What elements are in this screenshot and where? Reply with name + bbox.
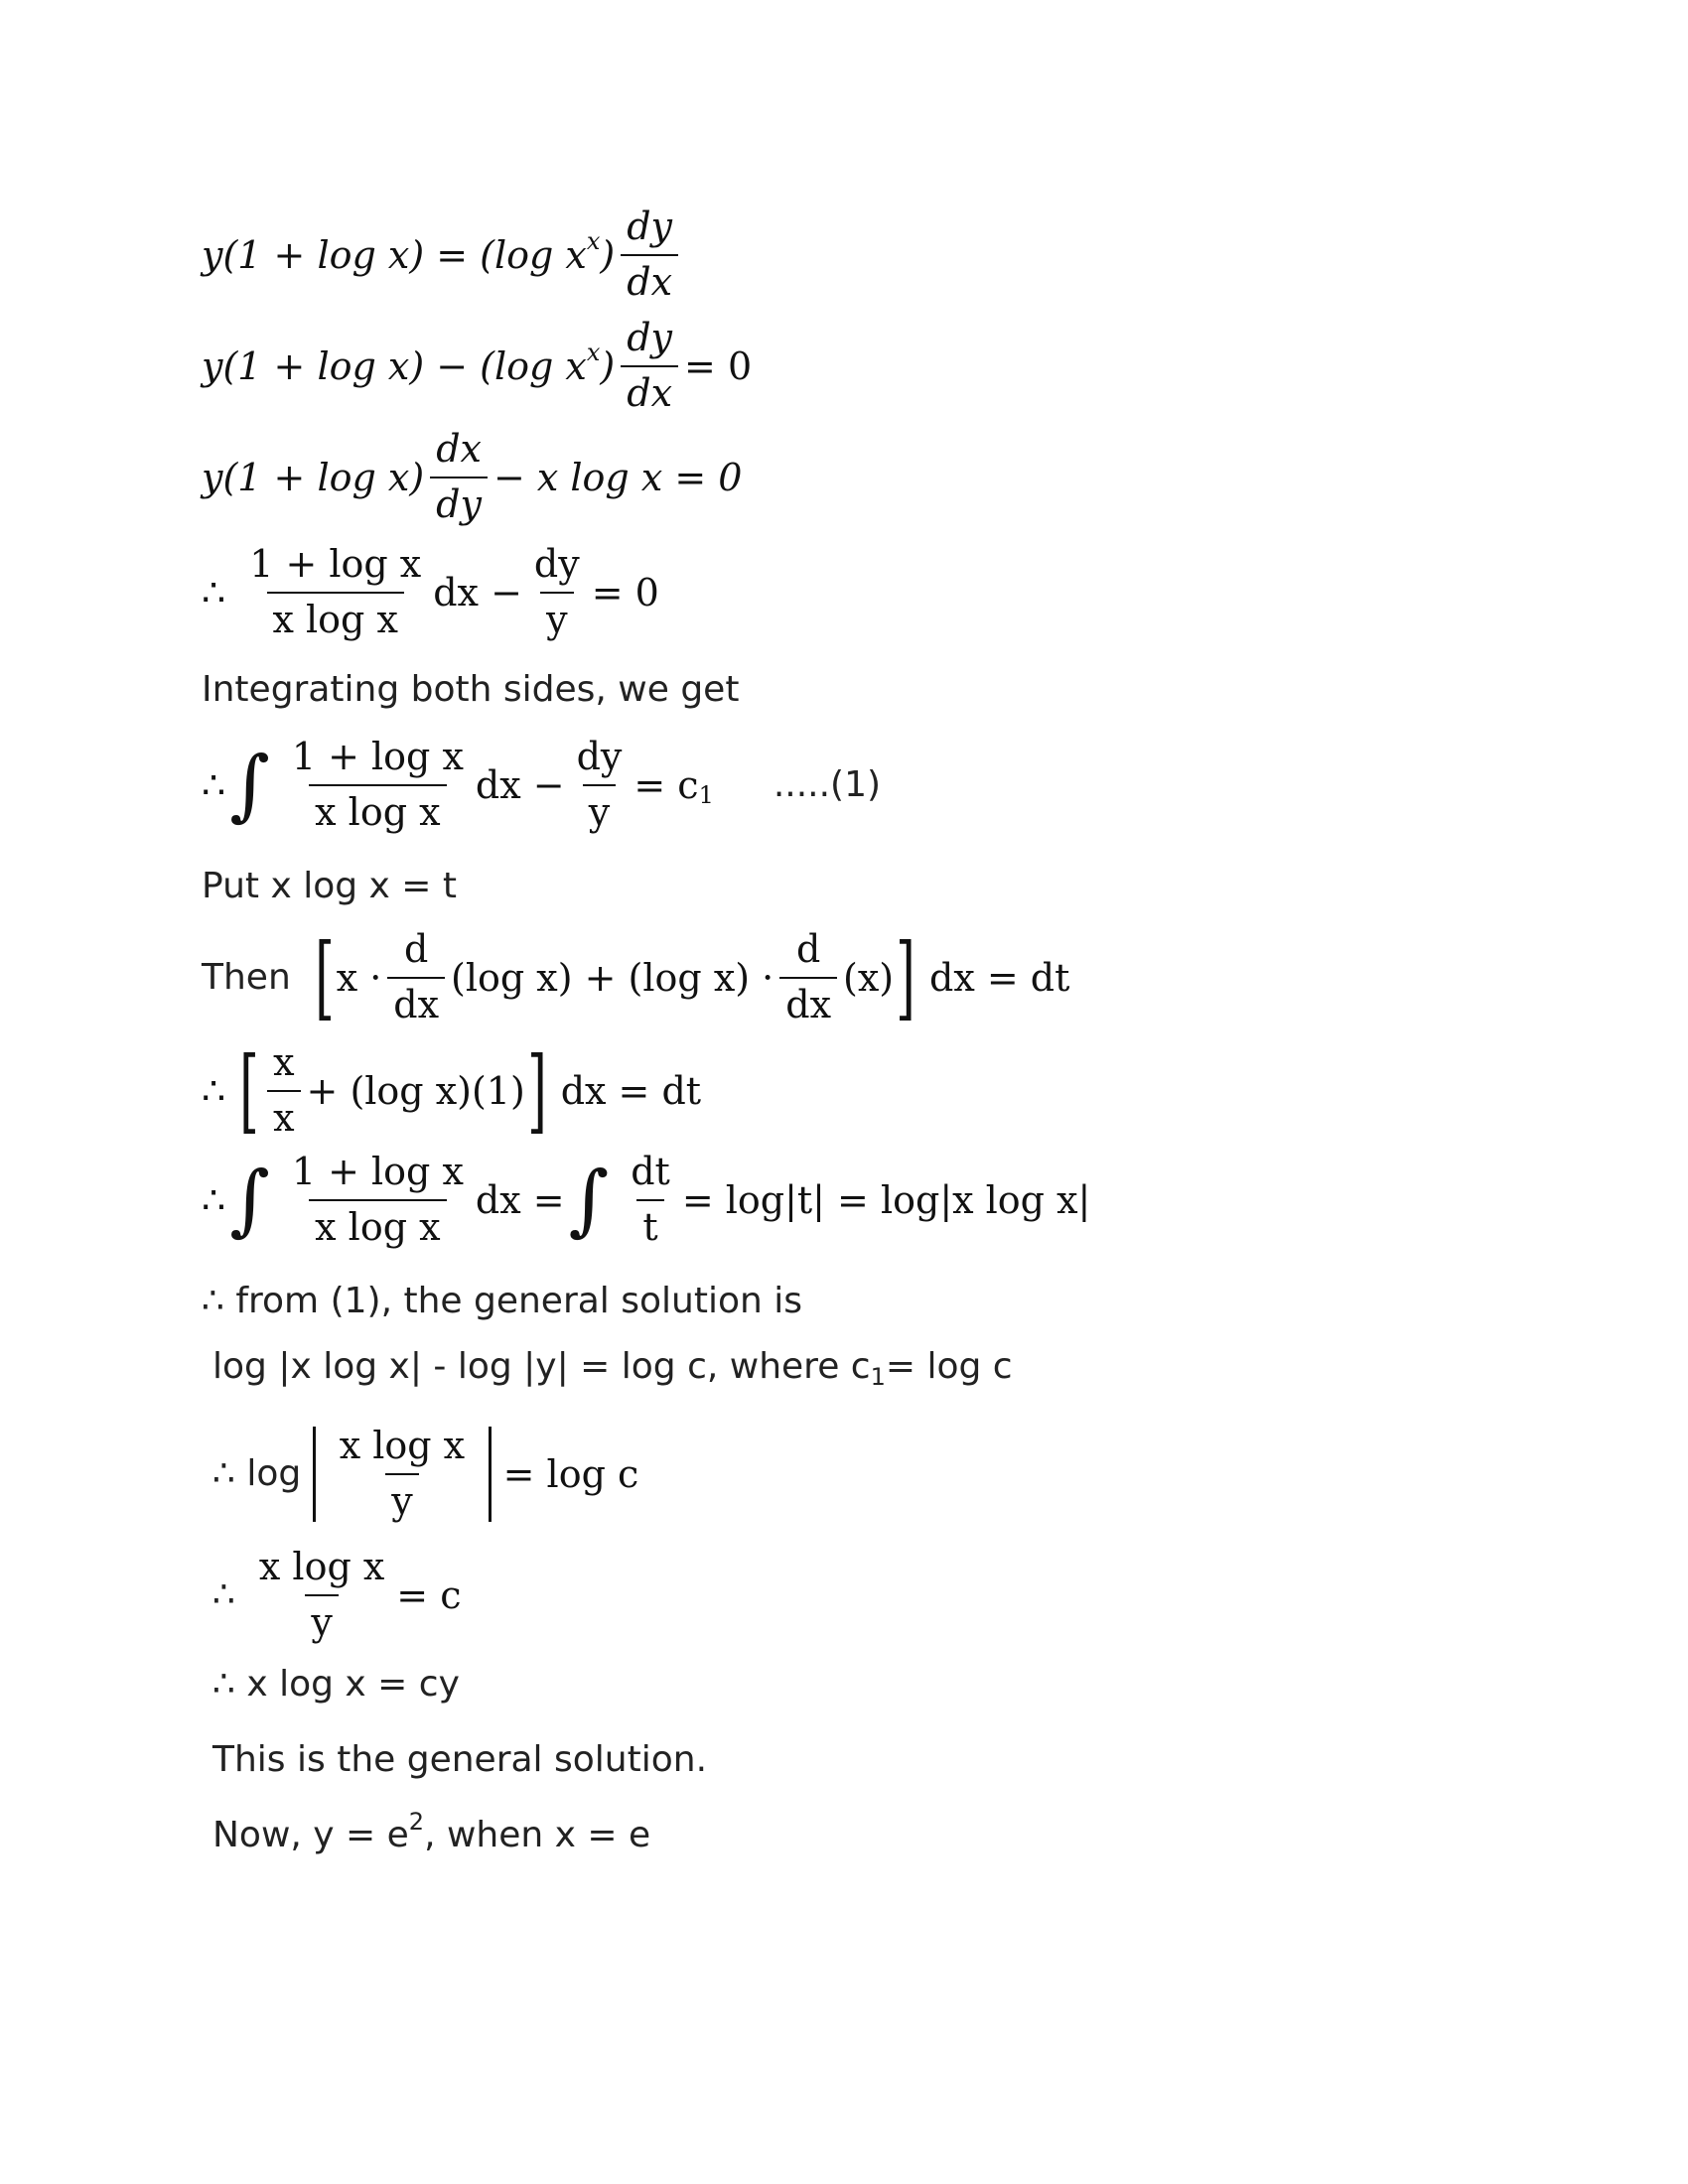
abs-left bbox=[313, 1427, 316, 1522]
log-equation-subscript: 1 bbox=[870, 1362, 886, 1391]
eq5-numerator-1: 1 + log x bbox=[291, 735, 464, 778]
eq1-denominator: dx bbox=[621, 254, 678, 304]
equation-2 bbox=[202, 318, 752, 415]
eq4-middle: dx − bbox=[433, 570, 522, 614]
text-initial-condition bbox=[212, 1807, 651, 1855]
equation-4 bbox=[202, 544, 659, 641]
log-equation-part-a: log |x log x| - log |y| = log c, where c bbox=[212, 1346, 871, 1387]
therefore-symbol: ∴ bbox=[202, 570, 226, 614]
condition-part-a: Now, y = e bbox=[212, 1815, 409, 1855]
log-equation-part-b: = log c bbox=[885, 1346, 1013, 1387]
equation-8 bbox=[202, 1152, 1090, 1249]
eq4-fraction-2 bbox=[528, 544, 586, 641]
eq9-fraction bbox=[334, 1426, 471, 1523]
equation-5 bbox=[202, 737, 881, 834]
eq6-fraction-2 bbox=[779, 929, 837, 1026]
text-log-equation bbox=[212, 1346, 1013, 1391]
eq7-fraction bbox=[267, 1042, 300, 1140]
equation-10 bbox=[212, 1547, 462, 1644]
equation-7 bbox=[202, 1036, 702, 1144]
eq2-fraction bbox=[621, 318, 678, 415]
therefore-symbol: ∴ bbox=[202, 1177, 226, 1222]
integral-sign: ∫ bbox=[229, 1155, 270, 1245]
text-substitution: Put x log x = t bbox=[202, 866, 457, 906]
eq1-exponent: x bbox=[586, 226, 601, 255]
eq9-denominator: y bbox=[385, 1473, 418, 1523]
eq6-part-a: x · bbox=[336, 955, 382, 1000]
equation-1 bbox=[202, 206, 684, 304]
eq8-denominator-2: t bbox=[636, 1199, 663, 1249]
eq1-fraction bbox=[621, 206, 678, 304]
eq8-fraction-2 bbox=[625, 1152, 676, 1249]
eq6-rhs: dx = dt bbox=[929, 955, 1070, 1000]
eq8-fraction-1 bbox=[286, 1152, 470, 1249]
equation-reference: .....(1) bbox=[773, 764, 882, 806]
then-label: Then bbox=[202, 957, 291, 999]
eq2-numerator: dy bbox=[627, 316, 673, 359]
eq4-denominator-1: x log x bbox=[267, 592, 404, 641]
condition-part-b: , when x = e bbox=[424, 1815, 651, 1855]
therefore-symbol: ∴ bbox=[202, 762, 226, 807]
eq5-denominator-1: x log x bbox=[309, 784, 446, 834]
eq8-rhs: = log|t| = log|x log x| bbox=[681, 1177, 1091, 1222]
eq5-middle: dx − bbox=[475, 762, 565, 807]
eq3-fraction bbox=[430, 429, 488, 526]
right-bracket: ] bbox=[896, 923, 915, 1030]
eq6-denominator-2: dx bbox=[779, 977, 837, 1026]
eq3-denominator: dy bbox=[430, 477, 488, 526]
eq10-numerator: x log x bbox=[258, 1545, 385, 1588]
eq5-fraction-2 bbox=[571, 737, 629, 834]
eq5-numerator-2: dy bbox=[576, 735, 623, 778]
eq5-fraction-1 bbox=[286, 737, 470, 834]
text-integrating: Integrating both sides, we get bbox=[202, 669, 740, 710]
condition-exponent: 2 bbox=[408, 1807, 425, 1836]
eq2-rhs: = 0 bbox=[684, 343, 753, 388]
abs-right bbox=[489, 1427, 492, 1522]
eq7-numerator: x bbox=[273, 1040, 295, 1084]
eq6-numerator-1: d bbox=[404, 927, 429, 971]
eq7-part-a: + (log x)(1) bbox=[306, 1068, 525, 1113]
eq10-rhs: = c bbox=[396, 1572, 462, 1617]
eq8-numerator-1: 1 + log x bbox=[291, 1150, 464, 1193]
eq2-lhs: y(1 + log x) − (log x bbox=[202, 343, 587, 388]
eq4-numerator-1: 1 + log x bbox=[249, 542, 422, 586]
text-result: ∴ x log x = cy bbox=[212, 1664, 460, 1705]
therefore-log: ∴ log bbox=[212, 1453, 302, 1495]
text-general-solution-intro: ∴ from (1), the general solution is bbox=[202, 1281, 803, 1321]
therefore-symbol: ∴ bbox=[212, 1574, 235, 1616]
eq6-part-c: (x) bbox=[843, 955, 895, 1000]
eq6-numerator-2: d bbox=[795, 927, 821, 971]
eq4-fraction-1 bbox=[243, 544, 427, 641]
text-general-solution: This is the general solution. bbox=[212, 1739, 708, 1780]
eq6-part-b: (log x) + (log x) · bbox=[451, 955, 774, 1000]
integral-sign-2: ∫ bbox=[568, 1155, 610, 1245]
eq8-numerator-2: dt bbox=[631, 1150, 670, 1193]
eq7-denominator: x bbox=[267, 1090, 300, 1140]
eq2-denominator: dx bbox=[621, 365, 678, 415]
eq2-exponent: x bbox=[586, 338, 601, 366]
eq6-denominator-1: dx bbox=[387, 977, 445, 1026]
eq4-numerator-2: dy bbox=[533, 542, 580, 586]
eq2-close: ) bbox=[600, 343, 616, 388]
eq4-denominator-2: y bbox=[540, 592, 573, 641]
integral-sign: ∫ bbox=[229, 740, 270, 830]
equation-6 bbox=[202, 923, 1070, 1030]
eq3-rhs: − x log x = 0 bbox=[492, 455, 743, 499]
therefore-symbol: ∴ bbox=[202, 1068, 226, 1113]
eq10-fraction bbox=[253, 1547, 390, 1644]
eq7-rhs: dx = dt bbox=[560, 1068, 702, 1113]
eq6-fraction-1 bbox=[387, 929, 445, 1026]
eq9-numerator: x log x bbox=[339, 1424, 466, 1467]
left-bracket: [ bbox=[314, 923, 335, 1030]
eq1-close: ) bbox=[600, 232, 616, 277]
eq3-lhs: y(1 + log x) bbox=[202, 455, 425, 499]
eq1-lhs: y(1 + log x) = (log x bbox=[202, 232, 587, 277]
eq8-denominator-1: x log x bbox=[309, 1199, 446, 1249]
equation-9 bbox=[212, 1426, 638, 1523]
eq5-denominator-2: y bbox=[583, 784, 616, 834]
eq5-subscript: 1 bbox=[698, 780, 714, 809]
right-bracket: ] bbox=[526, 1036, 547, 1144]
eq9-rhs: = log c bbox=[502, 1451, 639, 1496]
eq3-numerator: dx bbox=[436, 427, 482, 471]
left-bracket: [ bbox=[239, 1036, 260, 1144]
eq10-denominator: y bbox=[305, 1594, 338, 1644]
eq4-rhs: = 0 bbox=[591, 570, 659, 614]
equation-3 bbox=[202, 429, 742, 526]
eq5-rhs: = c bbox=[633, 762, 699, 807]
eq8-middle: dx = bbox=[475, 1177, 565, 1222]
eq1-numerator: dy bbox=[627, 205, 673, 248]
